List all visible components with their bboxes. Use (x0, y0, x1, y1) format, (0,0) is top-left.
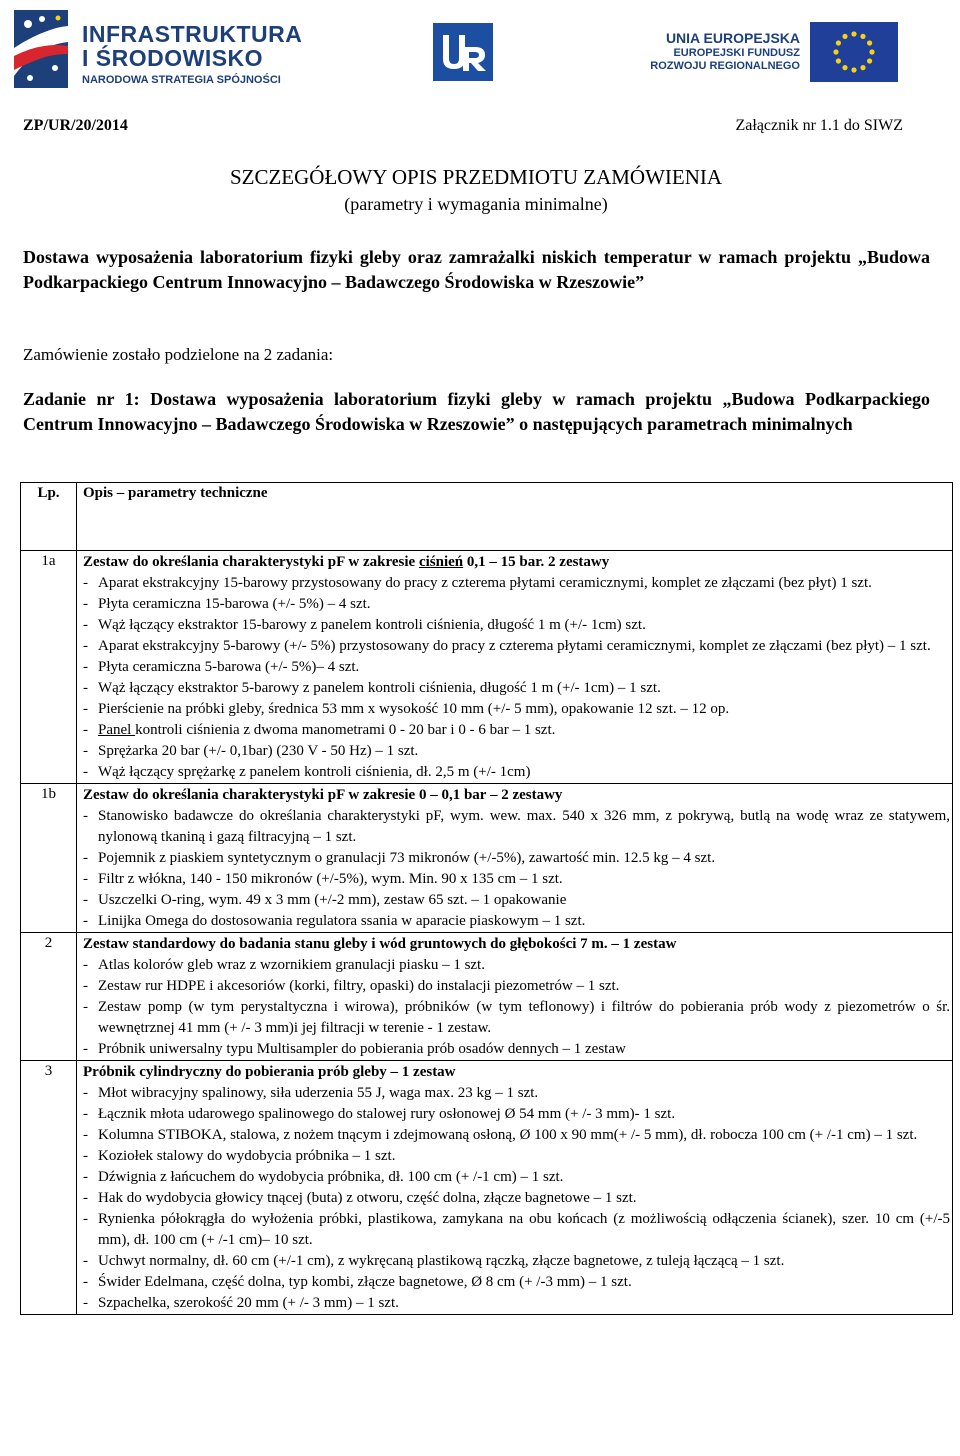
document-title: SZCZEGÓŁOWY OPIS PRZEDMIOTU ZAMÓWIENIA (229, 165, 723, 189)
list-item: - Filtr z włókna, 140 - 150 mikronów (+/-5%), wym. Min. 90 x 135 cm – 1 szt. (83, 869, 950, 890)
list-item: - Wąż łączący ekstraktor 15-barowy z panelem kontroli ciśnienia, długość 1 m (+/- 1cm) szt. (83, 615, 950, 636)
list-item: - Aparat ekstrakcyjny 5-barowy (+/- 5%) przystosowany do pracy z czterema płytami ceramicznymi, komplet ze złączami (bez płyt) – 1 szt. (83, 636, 950, 657)
infrastruktura-logo (10, 8, 303, 92)
row-number: 2 (21, 933, 77, 1061)
table-row (21, 784, 953, 933)
column-header-description: Opis – parametry techniczne (77, 483, 953, 551)
list-item: - Płyta ceramiczna 15-barowa (+/- 5%) – 4 szt. (83, 594, 950, 615)
attachment-label: Załącznik nr 1.1 do SIWZ (735, 117, 903, 134)
set-heading (83, 552, 950, 573)
list-item: - Uszczelki O-ring, wym. 49 x 3 mm (+/-2 mm), zestaw 65 szt. – 1 opakowanie (83, 890, 950, 911)
list-item: - Zestaw pomp (w tym perystaltyczna i wirowa), próbników (w tym teflonowy) i filtrów do pobierania prób wody z piezometrów o śr. wewnętrznej 41 mm (+ /- 3 mm)i jej filtracji w terenie - 1 zestaw. (83, 997, 950, 1039)
specification-table (20, 482, 953, 1315)
row-number: 3 (21, 1061, 77, 1315)
item-list (83, 573, 950, 783)
item-list (83, 955, 950, 1060)
infra-line-1: INFRASTRUKTURA (82, 21, 303, 47)
logo-bar (0, 0, 960, 92)
infra-line-2: I ŚRODOWISKO (82, 45, 264, 71)
intro-paragraph: Dostawa wyposażenia laboratorium fizyki gleby oraz zamrażalki niskich temperatur w ramach projektu „Budowa Podkarpackiego Centrum Innowacyjno – Badawczego Środowiska w Rzeszowie” (23, 247, 930, 292)
row-description (77, 1061, 953, 1315)
list-item: - Hak do wydobycia głowicy tnącej (buta) z otworu, część dolna, złącze bagnetowe – 1 szt. (83, 1188, 950, 1209)
list-item: - Kolumna STIBOKA, stalowa, z nożem tnącym i zdejmowaną osłoną, Ø 100 x 90 mm(+ /- 5 mm), dł. robocza 100 cm (+ /-1 cm) – 1 szt. (83, 1125, 950, 1146)
infra-line-3: NARODOWA STRATEGIA SPÓJNOŚCI (82, 74, 281, 86)
row-description (77, 933, 953, 1061)
list-item: - Aparat ekstrakcyjny 15-barowy przystosowany do pracy z czterema płytami ceramicznymi, komplet ze złączami (bez płyt) 1 szt. (83, 573, 950, 594)
document-reference: ZP/UR/20/2014 (23, 117, 128, 134)
list-item: - Zestaw rur HDPE i akcesoriów (korki, filtry, opaski) do instalacji piezometrów – 1 szt. (83, 976, 950, 997)
set-heading-part: 2 zestawy (544, 554, 610, 570)
list-item: - Rynienka półokrągła do wyłożenia próbki, plastikowa, zamykana na obu końcach (z możliwością odłączenia ścianek), szer. 10 cm (+/-5 mm), dł. 100 cm (+ /-1 cm)– 10 szt. (83, 1209, 950, 1251)
infrastruktura-mark-icon (10, 8, 72, 90)
list-item (83, 720, 950, 741)
list-item: - Pierścienie na próbki gleby, średnica 53 mm x wysokość 10 mm (+/- 5 mm), opakowanie 12 szt. – 12 op. (83, 699, 950, 720)
university-rzeszow-logo-icon (433, 23, 493, 81)
column-header-lp: Lp. (21, 483, 77, 551)
eu-logo (650, 20, 900, 86)
list-item: - Świder Edelmana, część dolna, typ kombi, złącze bagnetowe, Ø 8 cm (+ /-3 mm) – 1 szt. (83, 1272, 950, 1293)
document-subtitle: (parametry i wymagania minimalne) (344, 194, 608, 214)
set-heading: Zestaw do określania charakterystyki pF w zakresie 0 – 0,1 bar – 2 zestawy (83, 787, 563, 803)
list-item: - Młot wibracyjny spalinowy, siła uderzenia 55 J, waga max. 23 kg – 1 szt. (83, 1083, 950, 1104)
list-item: - Pojemnik z piaskiem syntetycznym o granulacji 73 mikronów (+/-5%), zawartość min. 12.5 kg – 4 szt. (83, 848, 950, 869)
set-heading: Zestaw standardowy do badania stanu gleby i wód gruntowych do głębokości 7 m. – 1 zestaw (83, 936, 677, 952)
split-note: Zamówienie zostało podzielone na 2 zadania: (23, 345, 334, 364)
eu-line-3: ROZWOJU REGIONALNEGO (650, 60, 800, 72)
row-description (77, 551, 953, 784)
list-item: - Wąż łączący sprężarkę z panelem kontroli ciśnienia, dł. 2,5 m (+/- 1cm) (83, 762, 950, 783)
item-list (83, 806, 950, 932)
list-item: - Płyta ceramiczna 5-barowa (+/- 5%)– 4 szt. (83, 657, 950, 678)
set-heading-underlined: ciśnień (418, 554, 464, 570)
panel-rest: kontroli ciśnienia z dwoma manometrami 0 - 20 bar i 0 - 6 bar – 1 szt. (135, 722, 556, 738)
table-row (21, 1061, 953, 1315)
eu-flag-icon (810, 22, 898, 82)
row-description (77, 784, 953, 933)
infrastruktura-wordmark (82, 22, 302, 87)
item-list (83, 1083, 950, 1314)
task-1-heading: Zadanie nr 1: Dostawa wyposażenia laboratorium fizyki gleby w ramach projektu „Budowa Podkarpackiego Centrum Innowacyjno – Badawczego Środowiska w Rzeszowie” o następujących parametrach minimalnych (23, 389, 930, 434)
list-item: - Łącznik młota udarowego spalinowego do stalowej rury osłonowej Ø 54 mm (+ /- 3 mm)- 1 szt. (83, 1104, 950, 1125)
list-item: - Koziołek stalowy do wydobycia próbnika – 1 szt. (83, 1146, 950, 1167)
list-item: - Szpachelka, szerokość 20 mm (+ /- 3 mm) – 1 szt. (83, 1293, 950, 1314)
list-item: - Próbnik uniwersalny typu Multisampler do pobierania prób osadów dennych – 1 zestaw (83, 1039, 950, 1060)
row-number: 1a (21, 551, 77, 784)
eu-wordmark (650, 30, 800, 73)
list-item: - Uchwyt normalny, dł. 60 cm (+/-1 cm), z wykręcaną plastikową rączką, złącze bagnetowe, z tuleją łączącą – 1 szt. (83, 1251, 950, 1272)
set-heading-part: Zestaw do określania charakterystyki pF w zakresie (83, 554, 419, 570)
list-item: - Wąż łączący ekstraktor 5-barowy z panelem kontroli ciśnienia, długość 1 m (+/- 1cm) – 1 szt. (83, 678, 950, 699)
set-heading: Próbnik cylindryczny do pobierania prób gleby – 1 zestaw (83, 1064, 456, 1080)
list-item: - Linijka Omega do dostosowania regulatora ssania w aparacie piaskowym – 1 szt. (83, 911, 950, 932)
panel-underlined: Panel (98, 722, 136, 738)
list-item: - Atlas kolorów gleb wraz z wzornikiem granulacji piasku – 1 szt. (83, 955, 950, 976)
table-row (21, 551, 953, 784)
list-item: - Sprężarka 20 bar (+/- 0,1bar) (230 V - 50 Hz) – 1 szt. (83, 741, 950, 762)
table-header-row (21, 483, 953, 551)
eu-line-1: UNIA EUROPEJSKA (665, 30, 800, 46)
eu-line-2: EUROPEJSKI FUNDUSZ (673, 47, 800, 59)
list-item: - Dźwignia z łańcuchem do wydobycia próbnika, dł. 100 cm (+ /-1 cm) – 1 szt. (83, 1167, 950, 1188)
table-row (21, 933, 953, 1061)
set-heading-part: 0,1 – 15 bar. (463, 554, 545, 570)
list-item: - Stanowisko badawcze do określania charakterystyki pF, wym. wew. max. 540 x 326 mm, z pokrywą, butlą na wodę wraz ze statywem, nylonową tkaniną i gazą filtracyjną – 1 szt. (83, 806, 950, 848)
row-number: 1b (21, 784, 77, 933)
